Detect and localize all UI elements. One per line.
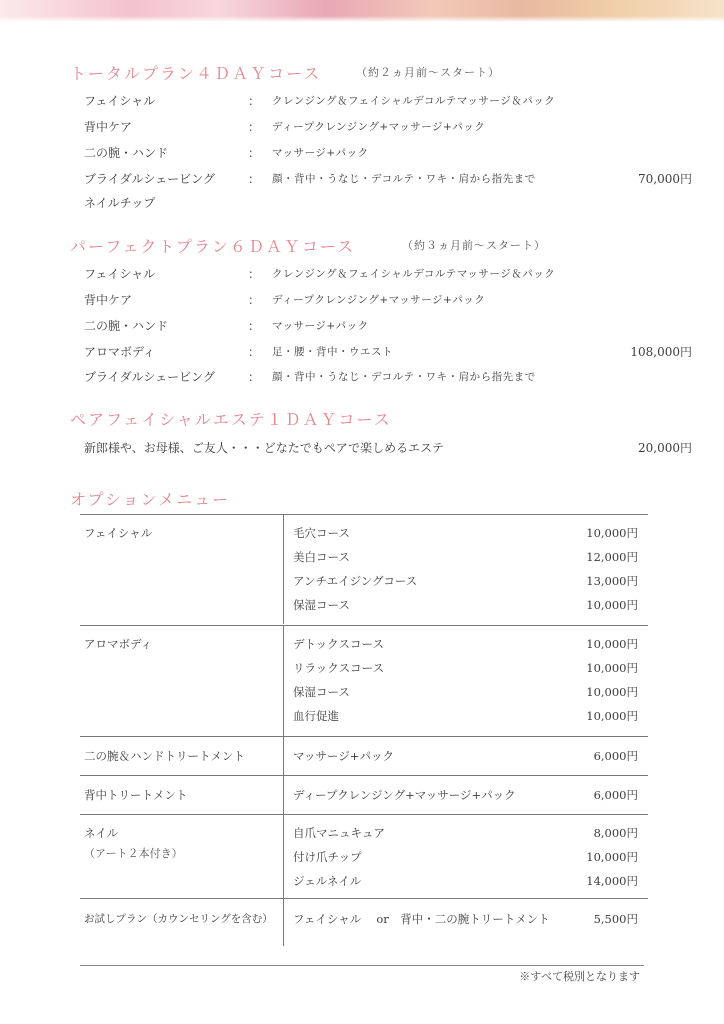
plan-row-colon: ： [248,370,261,384]
plan-row-detail: 顔・背中・うなじ・デコルテ・ワキ・肩から指先まで [272,173,536,185]
plan-row-label: 背中ケア [84,293,133,307]
plan-row-label: ネイルチップ [84,196,156,210]
option-item: 毛穴コース [293,526,350,540]
plan-row-label: ブライダルシェービング [84,370,215,384]
table-divider [283,736,284,775]
option-item: リラックスコース [293,661,385,675]
table-rule [80,775,648,776]
tax-note: ※すべて税別となります [519,970,640,983]
option-category: アロマボディ [84,637,153,651]
option-price: 10,000円 [586,709,638,723]
option-price: 10,000円 [586,598,638,612]
plan-row-colon: ： [248,94,261,108]
option-item: 保湿コース [293,598,350,612]
option-price: 8,000円 [593,826,638,840]
table-divider [283,898,284,946]
option-item: ジェルネイル [293,874,362,888]
plan-row-detail: 足・腰・背中・ウエスト [272,346,393,358]
plan-row-label: ブライダルシェービング [84,172,215,186]
option-item: 付け爪チップ [293,850,362,864]
plan-row-label: アロマボディ [84,345,156,359]
table-rule [80,814,648,815]
option-category: 二の腕＆ハンドトリートメント [84,749,245,763]
plan-title-total: トータルプラン４ＤＡＹコース [70,64,322,83]
footer-rule [80,965,644,966]
plan-row-detail: ディープクレンジング+マッサージ+パック [272,121,486,133]
option-category: ネイル [84,826,119,840]
option-price: 10,000円 [586,850,638,864]
plan-row-label: 背中ケア [84,120,133,134]
plan-note-perfect: （約３ヵ月前〜スタート） [402,239,546,252]
plan-row-colon: ： [248,293,261,307]
option-item: 自爪マニュキュア [293,826,385,840]
option-item: 保湿コース [293,685,350,699]
plan-price-total: 70,000円 [638,172,692,186]
table-divider [283,775,284,814]
option-price: 10,000円 [586,526,638,540]
table-rule [80,625,648,626]
plan-row-colon: ： [248,319,261,333]
option-item: 美白コース [293,550,350,564]
option-item: フェイシャル or 背中・二の腕トリートメント [293,912,550,926]
option-category-sub: （アート２本付き） [84,847,183,860]
option-price: 5,500円 [593,912,638,926]
plan-row-detail: ディープクレンジング+マッサージ+パック [272,294,486,306]
option-item: デトックスコース [293,637,384,651]
option-price: 10,000円 [586,685,638,699]
plan-row-detail: クレンジング＆フェイシャルデコルテマッサージ＆パック [272,268,556,280]
plan-price-pair: 20,000円 [638,441,692,455]
plan-row-label: 二の腕・ハンド [84,319,169,333]
option-price: 14,000円 [586,874,638,888]
plan-row-colon: ： [248,345,261,359]
plan-row-label: フェイシャル [84,94,156,108]
plan-price-perfect: 108,000円 [630,345,692,359]
plan-row-colon: ： [248,267,261,281]
table-rule [80,736,648,737]
plan-note-total: （約２ヵ月前〜スタート） [356,66,500,79]
table-rule [80,514,648,515]
decorative-top-banner [0,0,724,22]
plan-row-colon: ： [248,146,261,160]
option-price: 13,000円 [586,574,638,588]
option-price: 6,000円 [593,749,638,763]
plan-row-detail: マッサージ+パック [272,320,369,332]
option-item: アンチエイジングコース [293,574,418,588]
plan-row-colon: ： [248,172,261,186]
option-category: フェイシャル [84,526,153,540]
plan-row-detail: マッサージ+パック [272,147,369,159]
option-price: 10,000円 [586,637,638,651]
option-item: ディープクレンジング+マッサージ+パック [293,788,516,802]
table-divider [283,814,284,898]
plan-row-colon: ： [248,120,261,134]
option-price: 12,000円 [586,550,638,564]
plan-row-detail: 顔・背中・うなじ・デコルテ・ワキ・肩から指先まで [272,371,536,383]
option-category: お試しプラン（カウンセリングを含む） [84,913,273,925]
plan-description-pair: 新郎様や、お母様、ご友人・・・どなたでもペアで楽しめるエステ [84,441,444,455]
options-title: オプションメニュー [70,490,231,509]
plan-title-pair: ペアフェイシャルエステ１ＤＡＹコース [70,410,392,429]
table-rule [80,898,648,899]
plan-title-perfect: パーフェクトプラン６ＤＡＹコース [70,237,356,256]
option-category: 背中トリートメント [84,788,188,802]
plan-row-detail: クレンジング＆フェイシャルデコルテマッサージ＆パック [272,95,556,107]
option-price: 6,000円 [593,788,638,802]
option-item: 血行促進 [293,709,339,723]
plan-row-label: フェイシャル [84,267,156,281]
table-divider [283,625,284,736]
table-divider [283,514,284,624]
option-price: 10,000円 [586,661,638,675]
option-item: マッサージ+パック [293,749,394,763]
plan-row-label: 二の腕・ハンド [84,146,169,160]
